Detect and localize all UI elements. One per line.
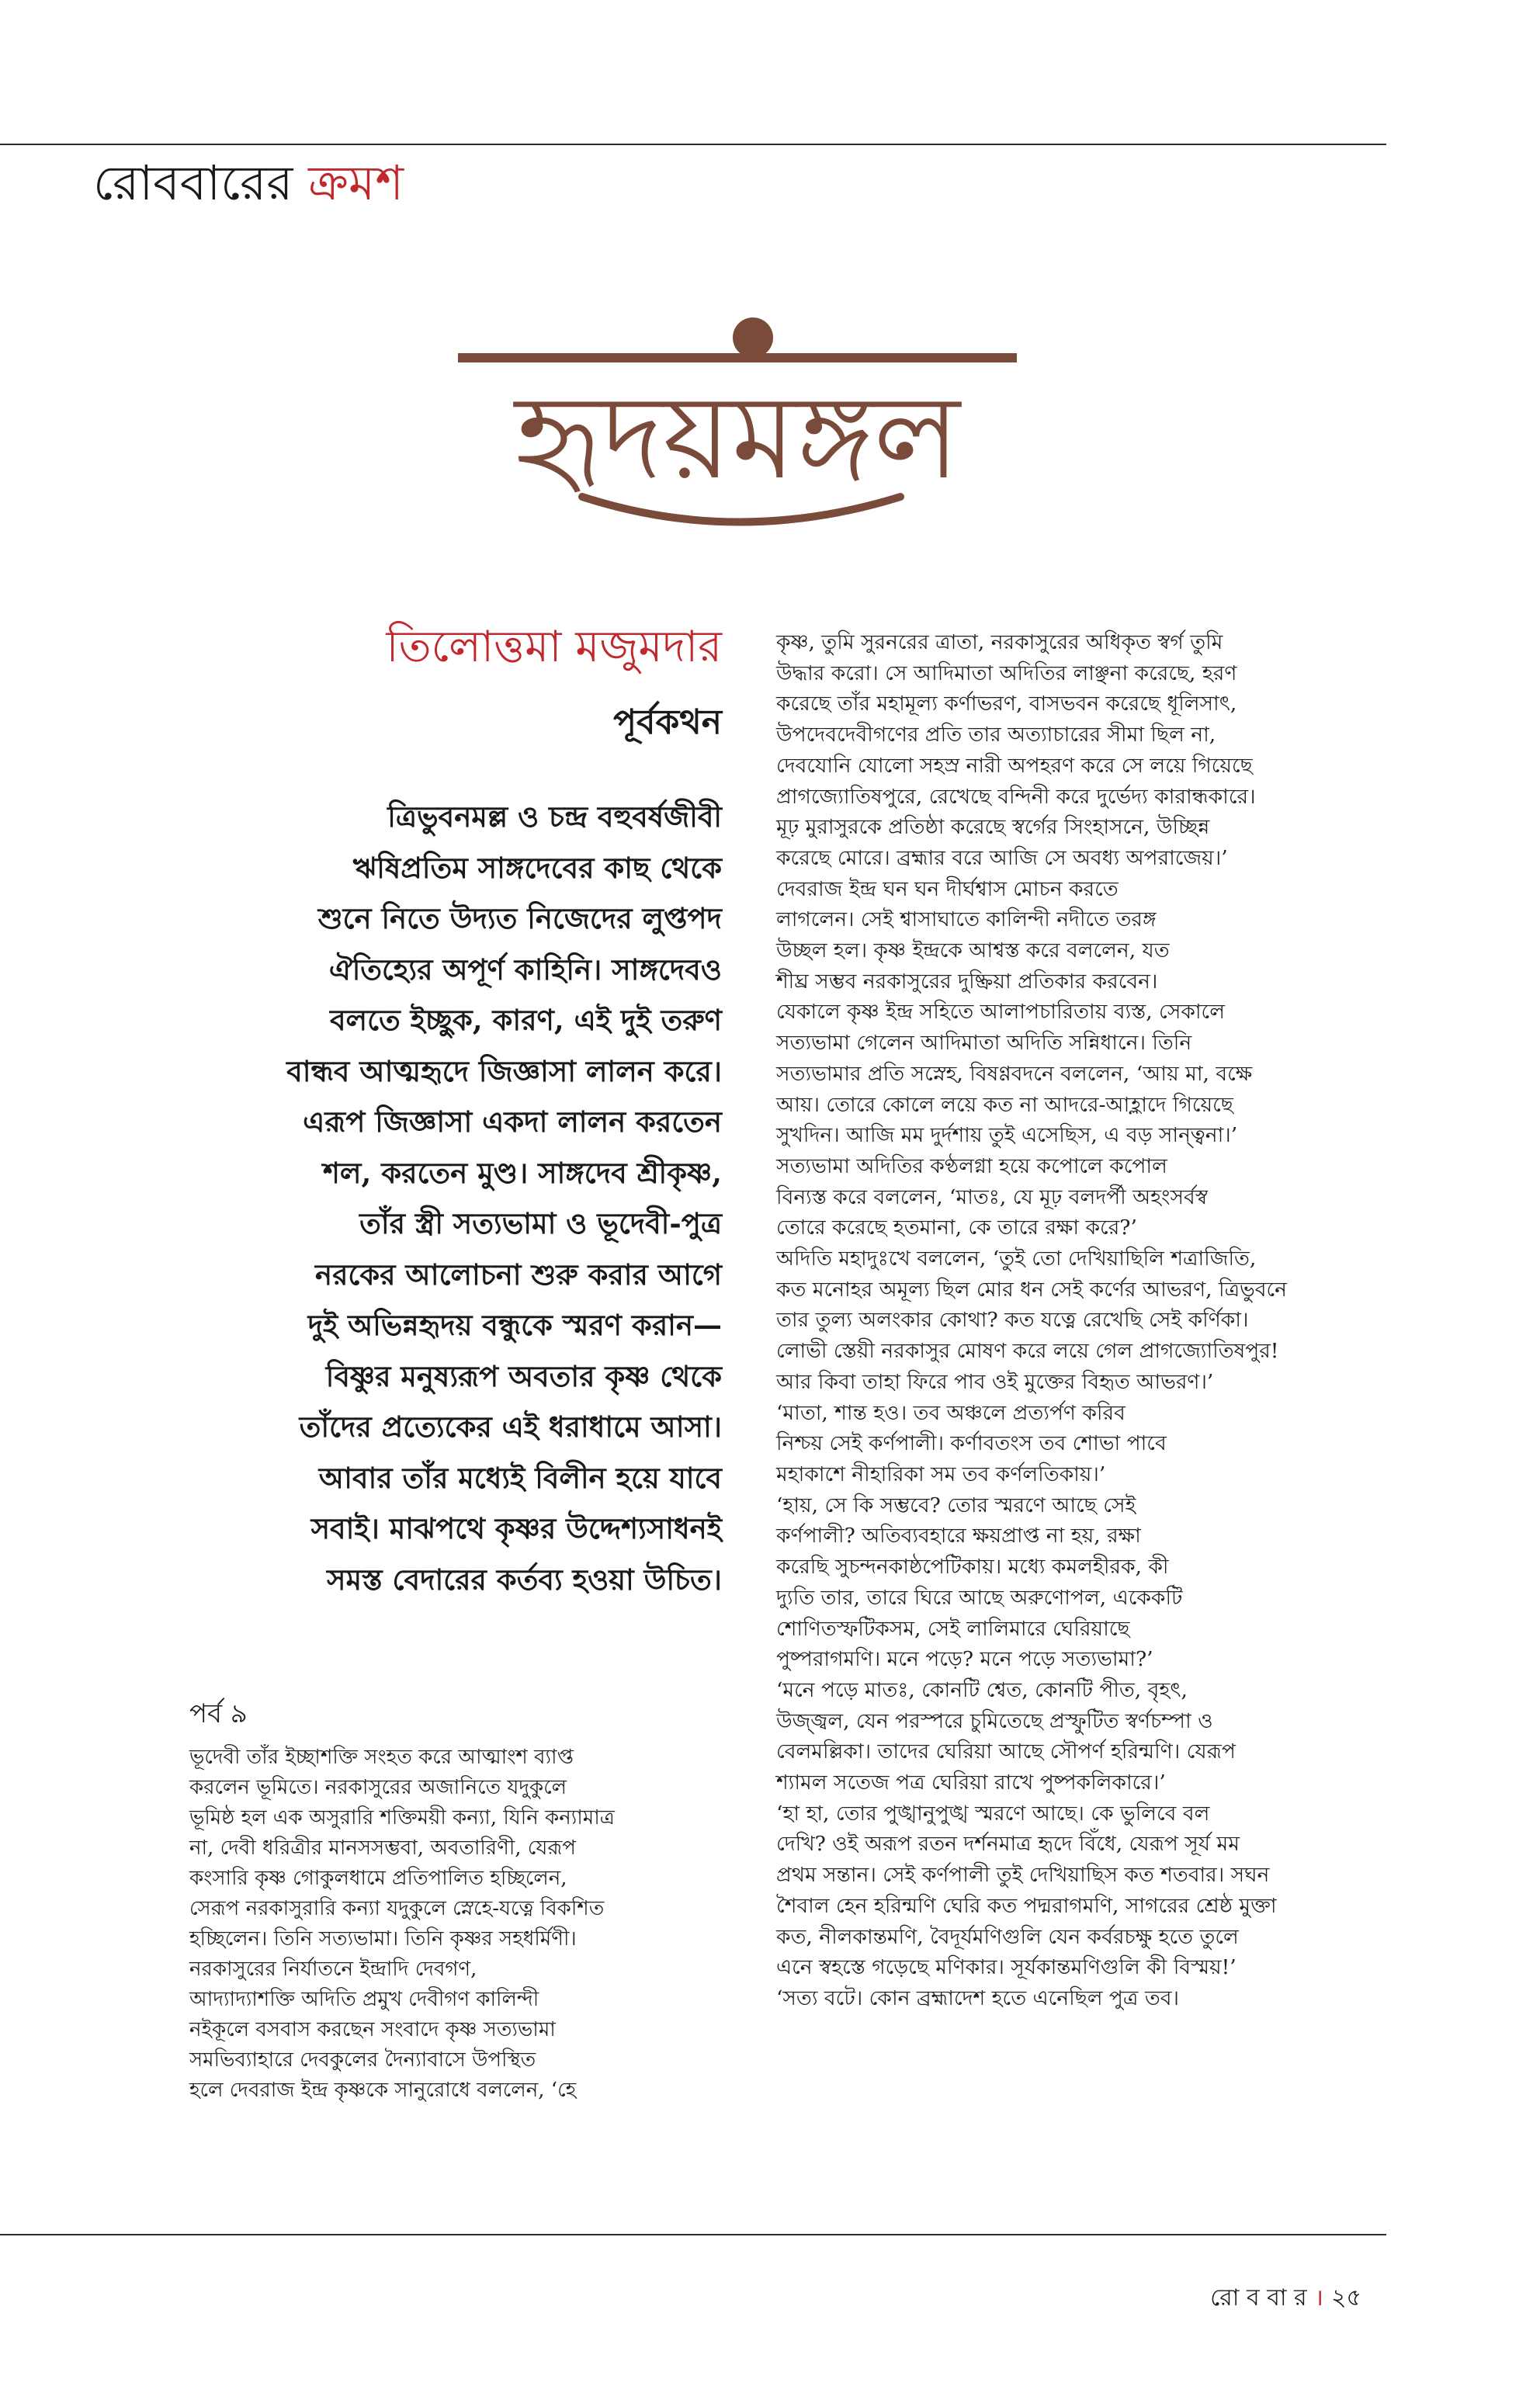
intro-line: ঐতিহ্যের অপূর্ণ কাহিনি। সাঙ্গদেবও [328,952,722,987]
intro-line: এরূপ জিজ্ঞাসা একদা লালন করতেন [303,1105,722,1139]
page-number: ২৫ [1331,2284,1361,2311]
intro-line: ত্রিভুবনমল্ল ও চন্দ্র বহুবর্ষজীবী [387,799,722,834]
page-folio [1210,2279,1361,2318]
body-line: ভূমিষ্ঠ হল এক অসুরারি শক্তিময়ী কন্যা, যিনি কন্যামাত্র [189,1806,615,1829]
body-line: উপদেবদেবীগণের প্রতি তার অত্যাচারের সীমা ছিল না, [776,723,1216,747]
body-column-right [776,627,1366,2014]
body-line: কত, নীলকান্তমণি, বৈদূর্যমণিগুলি যেন কর্বরচক্ষু হতে তুলে [776,1924,1239,1949]
body-line: নিশ্চয় সেই কর্ণপালী। কর্ণাবতংস তব শোভা পাবে [776,1431,1167,1456]
body-line: লাগলেন। সেই শ্বাসাঘাতে কালিন্দী নদীতে তরঙ্গ [776,907,1157,932]
body-line: সেরূপ নরকাসুরারি কন্যা যদুকুলে স্নেহে-যত্নে বিকশিত [189,1897,605,1920]
body-line: মহাকাশে নীহারিকা সম তব কর্ণলতিকায়।’ [776,1462,1106,1486]
intro-line: শুনে নিতে উদ্যত নিজেদের লুপ্তপদ [317,901,722,935]
intro-line: ঋষিপ্রতিম সাঙ্গদেবের কাছ থেকে [352,850,722,885]
body-line: ভূদেবী তাঁর ইচ্ছাশক্তি সংহত করে আত্মাংশ ব্যাপ্ত [189,1746,574,1769]
body-line: আর কিবা তাহা ফিরে পাব ওই মুক্তের বিহৃত আভরণ।’ [776,1369,1214,1394]
body-line: দেবরাজ ইন্দ্র ঘন ঘন দীর্ঘশ্বাস মোচন করতে [776,876,1119,901]
body-line: ‘মনে পড়ে মাতঃ, কোনটি শ্বেত, কোনটি পীত, বৃহৎ, [776,1677,1188,1702]
body-line: শৈবাল হেন হরিন্মণি ঘেরি কত পদ্মরাগমণি, সাগরের শ্রেষ্ঠ মুক্তা [776,1893,1277,1918]
section-accent: ক্রমশ [308,154,404,211]
body-line: শোণিতস্ফটিকসম, সেই লালিমারে ঘেরিয়াছে [776,1616,1130,1641]
body-line: করলেন ভূমিতে। নরকাসুরের অজানিতে যদুকুলে [189,1776,567,1799]
body-line: অদিতি মহাদুঃখে বললেন, ‘তুই তো দেখিয়াছিলি শত্রাজিতি, [776,1247,1257,1271]
body-line: কংসারি কৃষ্ণ গোকুলধামে প্রতিপালিত হচ্ছিলেন, [189,1867,567,1890]
body-line: হলে দেবরাজ ইন্দ্র কৃষ্ণকে সানুরোধে বললেন, ‘হে [189,2079,577,2102]
body-line: শীঘ্র সম্ভব নরকাসুরের দুষ্ক্রিয়া প্রতিকার করবেন। [776,969,1158,994]
intro-line: নরকের আলোচনা শুরু করার আগে [314,1257,722,1292]
folio-separator: । [1314,2284,1324,2311]
section-prefix: রোববারের [93,154,293,211]
body-line: পুষ্পরাগমণি। মনে পড়ে? মনে পড়ে সত্যভামা?’ [776,1647,1153,1672]
body-line: সত্যভামা গেলেন আদিমাতা অদিতি সন্নিধানে। তিনি [776,1031,1192,1056]
body-line: ‘হা হা, তোর পুঙ্খানুপুঙ্খ স্মরণে আছে। কে ভুলিবে বল [776,1801,1210,1826]
intro-line: বিষ্ণুর মনুষ্যরূপ অবতার কৃষ্ণ থেকে [325,1358,722,1393]
body-line: না, দেবী ধরিত্রীর মানসসম্ভবা, অবতারিণী, যেরূপ [189,1836,576,1860]
body-line: দেখি? ওই অরূপ রতন দর্শনমাত্র হৃদে বিঁধে, যেরূপ সূর্য মম [776,1832,1240,1857]
body-line: কৃষ্ণ, তুমি সুরনরের ত্রাতা, নরকাসুরের অধিকৃত স্বর্গ তুমি [776,630,1223,654]
body-line: তার তুল্য অলংকার কোথা? কত যত্নে রেখেছি সেই কর্ণিকা। [776,1308,1249,1333]
body-line: ‘হায়, সে কি সম্ভবে? তোর স্মরণে আছে সেই [776,1493,1136,1517]
body-line: করেছি সুচন্দনকাষ্ঠপেটিকায়। মধ্যে কমলহীরক, কী [776,1555,1169,1580]
masthead-logo [435,314,1040,547]
body-line: লোভী স্তেয়ী নরকাসুর মোষণ করে লয়ে গেল প্রাগজ্যোতিষপুর! [776,1339,1279,1364]
intro-line: আবার তাঁর মধ্যেই বিলীন হয়ে যাবে [318,1460,722,1495]
body-line: করেছে মোরে। ব্রহ্মার বরে আজি সে অবধ্য অপরাজেয়।’ [776,845,1228,870]
body-line: উজ্জ্বল, যেন পরস্পরে চুমিতেছে প্রস্ফুটিত স্বর্ণচম্পা ও [776,1708,1213,1733]
body-line: উচ্ছল হল। কৃষ্ণ ইন্দ্রকে আশ্বস্ত করে বললেন, যত [776,938,1170,963]
body-line: আদ্যাদ্যাশক্তি অদিতি প্রমুখ দেবীগণ কালিন্দী [189,1988,539,2011]
episode-label: পর্ব ৯ [189,1698,248,1729]
body-column-left [189,1743,702,2106]
intro-line: দুই অভিন্নহৃদয় বন্ধুকে স্মরণ করান— [307,1308,722,1342]
body-line: কত মনোহর অমূল্য ছিল মোর ধন সেই কর্ণের আভরণ, ত্রিভুবনে [776,1277,1287,1302]
intro-summary [163,792,722,1605]
body-line: দ্যুতি তার, তারে ঘিরে আছে অরুণোপল, একেকটি [776,1585,1183,1610]
top-rule [0,144,1386,145]
intro-line: তাঁদের প্রত্যেকের এই ধরাধামে আসা। [299,1410,722,1444]
body-line: যেকালে কৃষ্ণ ইন্দ্র সহিতে আলাপচারিতায় ব্যস্ত, সেকালে [776,1000,1225,1025]
body-line: সত্যভামা অদিতির কণ্ঠলগ্না হয়ে কপোলে কপোল [776,1153,1167,1178]
body-line: তোরে করেছে হতমানা, কে তারে রক্ষা করে?’ [776,1216,1137,1240]
body-line: প্রথম সন্তান। সেই কর্ণপালী তুই দেখিয়াছিস কত শতবার। সঘন [776,1863,1270,1888]
body-line: আয়। তোরে কোলে লয়ে কত না আদরে-আহ্লাদে গিয়েছে [776,1092,1233,1117]
intro-line: শল, করতেন মুণ্ড। সাঙ্গদেব শ্রীকৃষ্ণ, [323,1155,722,1190]
intro-line: সমস্ত বেদারের কর্তব্য হওয়া উচিত। [327,1562,722,1597]
body-line: মূঢ় মুরাসুরকে প্রতিষ্ঠা করেছে স্বর্গের সিংহাসনে, উচ্ছিন্ন [776,815,1210,840]
section-header [93,154,404,211]
body-line: এনে স্বহস্তে গড়েছে মণিকার। সূর্যকান্তমণিগুলি কী বিস্ময়!’ [776,1955,1237,1980]
intro-line: সবাই। মাঝপথে কৃষ্ণর উদ্দেশ্যসাধনই [310,1511,722,1545]
intro-line: তাঁর স্ত্রী সত্যভামা ও ভূদেবী-পুত্র [359,1206,722,1240]
intro-line: বান্ধব আত্মহৃদে জিজ্ঞাসা লালন করে। [286,1053,722,1088]
body-line: শ্যামল সতেজ পত্র ঘেরিয়া রাখে পুষ্পকলিকারে।’ [776,1770,1166,1795]
body-line: ‘সত্য বটে। কোন ব্রহ্মাদেশ হতে এনেছিল পুত্র তব। [776,1985,1179,2010]
body-line: বেলমল্লিকা। তাদের ঘেরিয়া আছে সৌপর্ণ হরিন্মণি। যেরূপ [776,1739,1236,1764]
body-line: ‘মাতা, শান্ত হও। তব অঞ্চলে প্রত্যর্পণ করিব [776,1400,1126,1425]
body-line: বিন্যস্ত করে বললেন, ‘মাতঃ, যে মূঢ় বলদর্পী অহংসর্বস্ব [776,1184,1208,1209]
bottom-rule [0,2234,1386,2235]
body-line: করেছে তাঁর মহামূল্য কর্ণাভরণ, বাসভবন করেছে ধূলিসাৎ, [776,692,1237,716]
body-line: হচ্ছিলেন। তিনি সত্যভামা। তিনি কৃষ্ণর সহধর্মিণী। [189,1927,577,1951]
body-line: নরকাসুরের নির্যাতনে ইন্দ্রাদি দেবগণ, [189,1958,477,1981]
body-line: দেবযোনি যোলো সহস্র নারী অপহরণ করে সে লয়ে গিয়েছে [776,753,1253,778]
body-line: সত্যভামার প্রতি সস্নেহ, বিষণ্ণবদনে বললেন, ‘আয় মা, বক্ষে [776,1061,1253,1086]
body-line: নইকূলে বসবাস করছেন সংবাদে কৃষ্ণ সত্যভামা [189,2018,556,2041]
masthead-title: হৃদয়মঙ্গল [515,370,960,505]
body-line: কর্ণপালী? অতিব্যবহারে ক্ষয়প্রাপ্ত না হয়, রক্ষা [776,1524,1141,1549]
preface-label: পূর্বকথন [613,702,722,742]
folio-magazine: রো ব বা র [1210,2284,1307,2311]
body-line: সমভিব্যাহারে দেবকুলের দৈন্যাবাসে উপস্থিত [189,2048,536,2072]
body-line: উদ্ধার করো। সে আদিমাতা অদিতির লাঞ্ছনা করেছে, হরণ [776,661,1237,685]
body-line: সুখদিন। আজি মম দুর্দশায় তুই এসেছিস, এ বড় সান্ত্বনা।’ [776,1123,1238,1148]
author-name: তিলোত্তমা মজুমদার [386,622,722,672]
intro-line: বলতে ইচ্ছুক, কারণ, এই দুই তরুণ [329,1003,722,1037]
body-line: প্রাগজ্যোতিষপুরে, রেখেছে বন্দিনী করে দুর্ভেদ্য কারান্ধকারে। [776,784,1256,809]
